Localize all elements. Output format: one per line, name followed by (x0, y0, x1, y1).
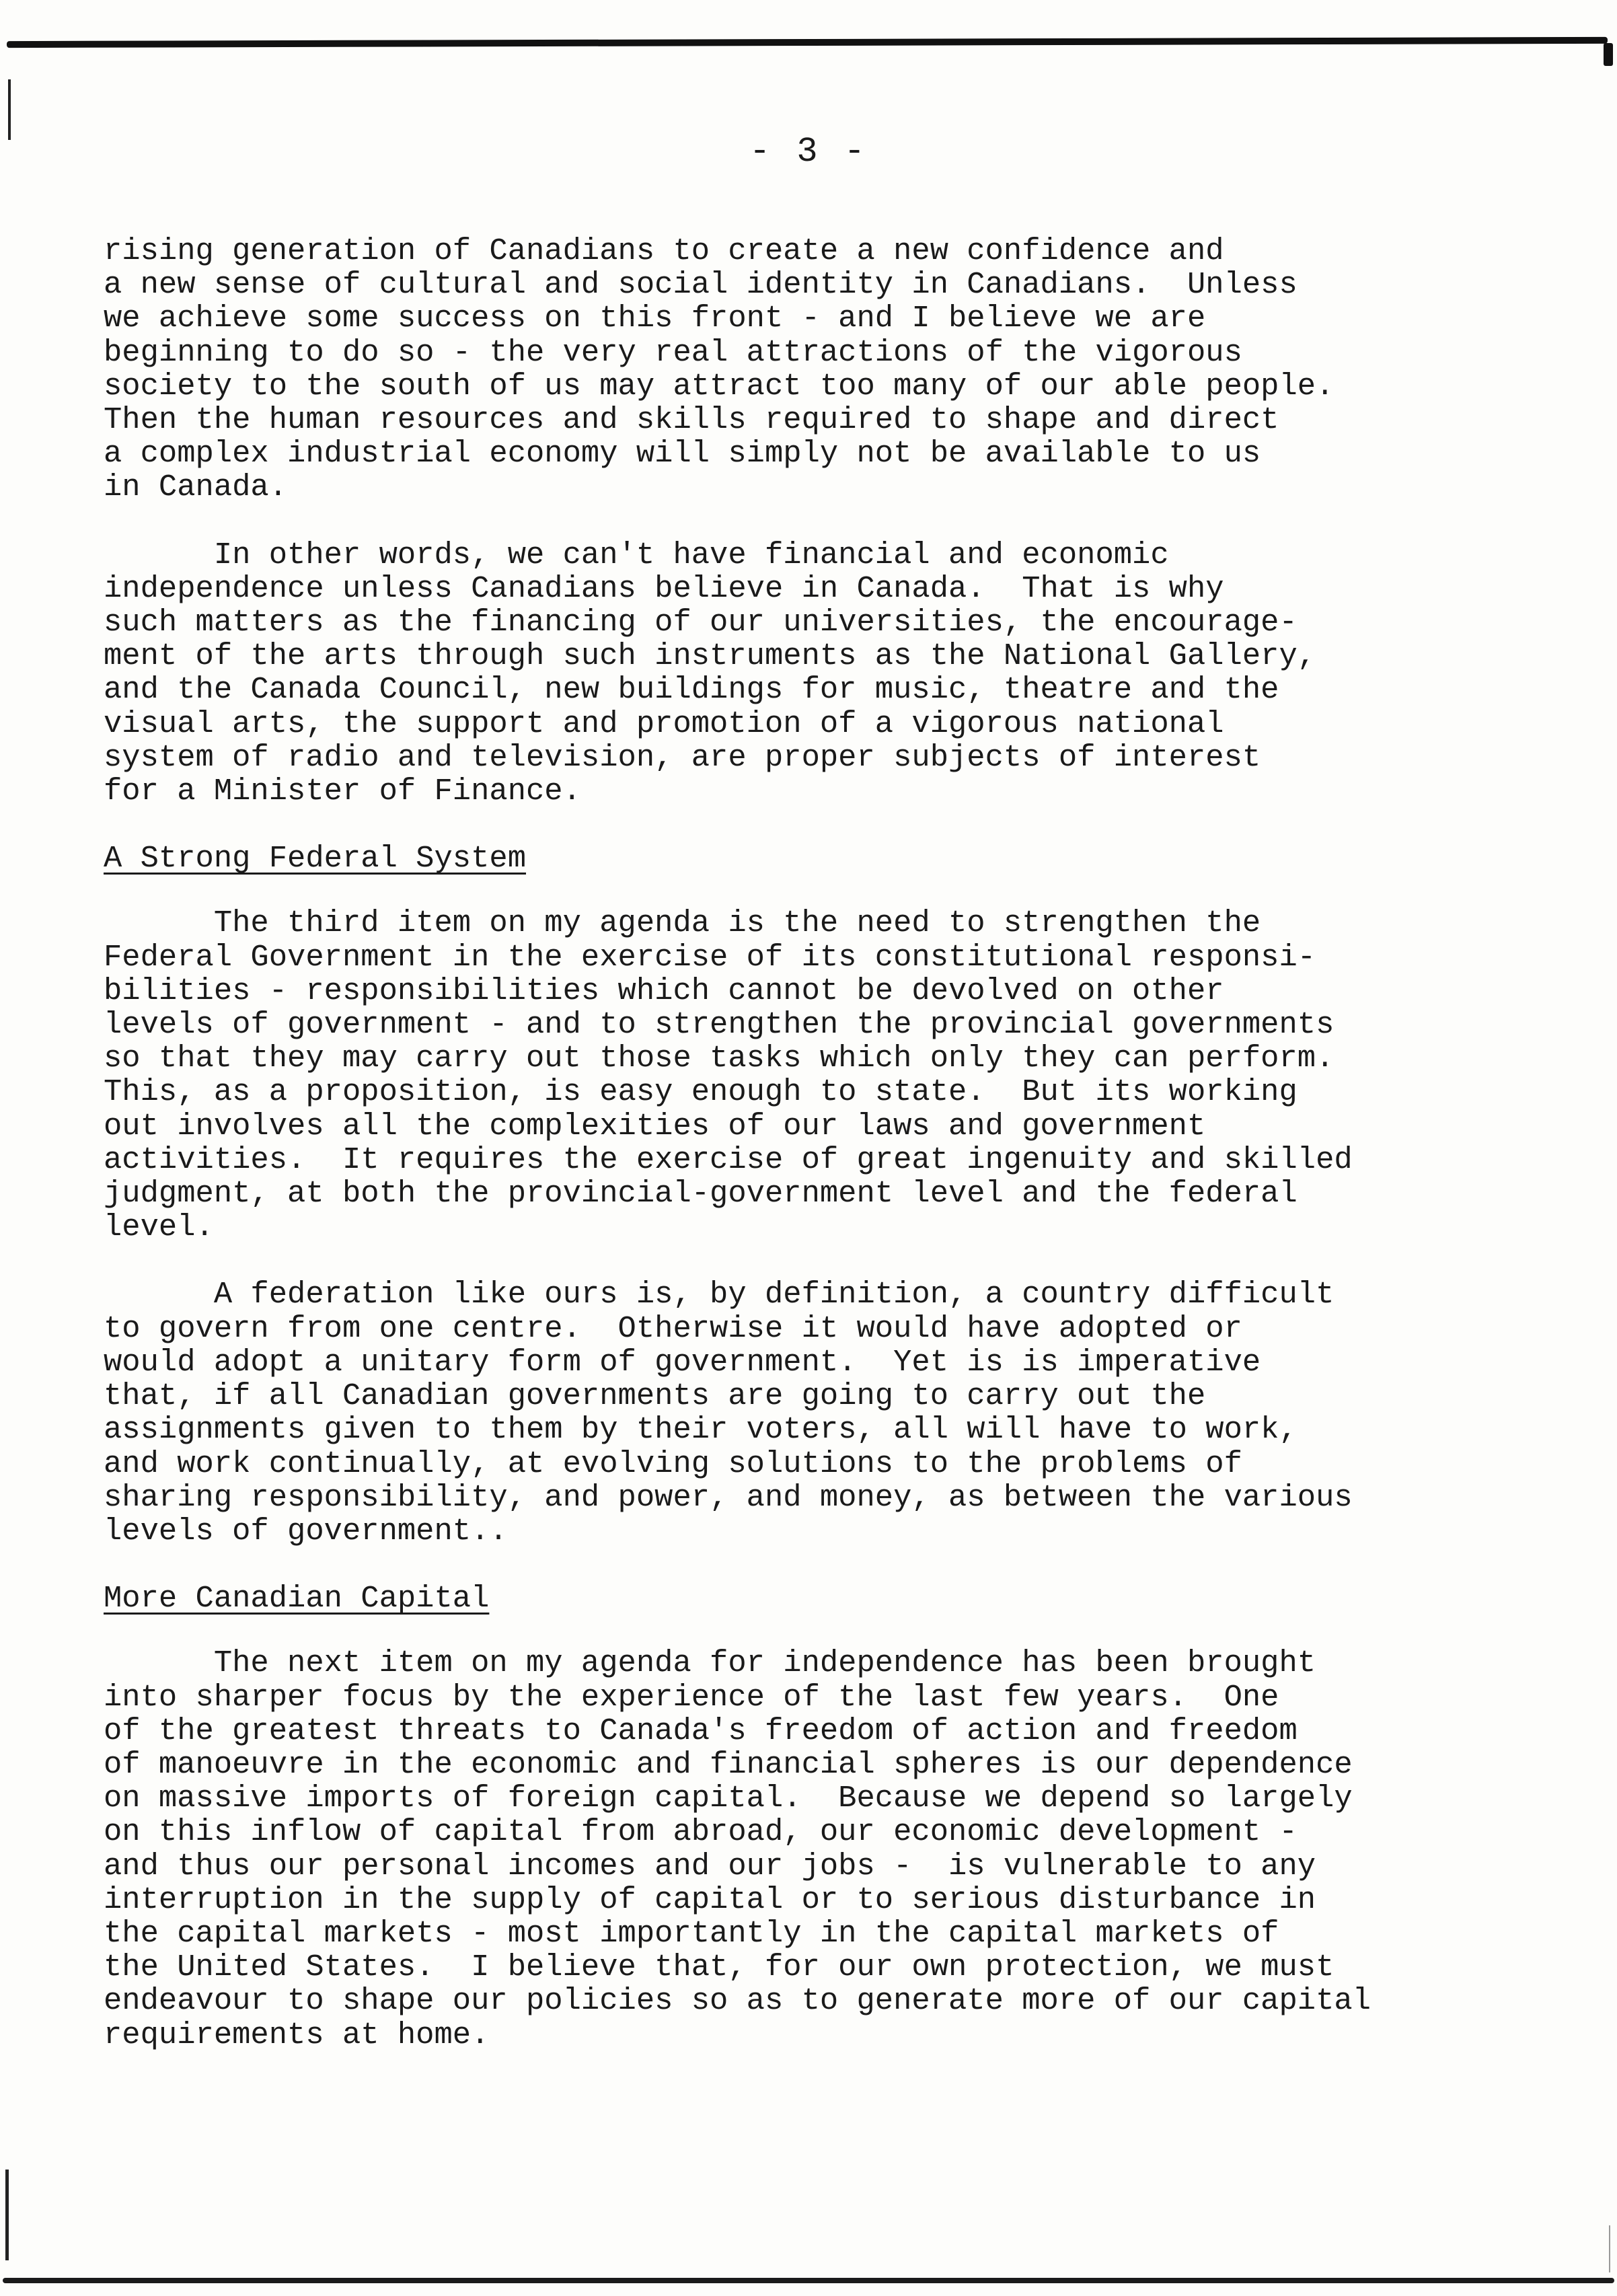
text-line: rising generation of Canadians to create a new confidence and (104, 233, 1224, 268)
text-line: of the greatest threats to Canada's freedom of action and freedom (104, 1713, 1298, 1748)
text-line: visual arts, the support and promotion of a vigorous national (104, 706, 1224, 741)
text-line: and work continually, at evolving solutions to the problems of (104, 1446, 1242, 1481)
scan-edge-bottom (3, 2278, 1614, 2283)
text-line: judgment, at both the provincial-government level and the federal (104, 1176, 1298, 1212)
scan-edge-top (7, 37, 1608, 48)
block-spacer (104, 1244, 1523, 1277)
text-line: independence unless Canadians believe in Canada. That is why (104, 570, 1224, 606)
text-line: would adopt a unitary form of government. Yet is is imperative (104, 1344, 1261, 1380)
text-line: the capital markets - most importantly in the capital markets of (104, 1915, 1279, 1951)
text-line: ment of the arts through such instruments as the National Gallery, (104, 638, 1316, 674)
section-heading-row (104, 842, 1523, 875)
text-line: such matters as the financing of our universities, the encourage- (104, 605, 1298, 640)
text-line: to govern from one centre. Otherwise it would have adopted or (104, 1310, 1242, 1346)
text-line: beginning to do so - the very real attractions of the vigorous (104, 334, 1242, 370)
text-line: interruption in the supply of capital or to serious disturbance in (104, 1882, 1316, 1917)
text-line: activities. It requires the exercise of great ingenuity and skilled (104, 1142, 1353, 1177)
scan-edge-left-top (8, 79, 11, 140)
text-line: so that they may carry out those tasks which only they can perform. (104, 1041, 1334, 1076)
text-line: the United States. I believe that, for our own protection, we must (104, 1950, 1334, 1985)
text-line: on this inflow of capital from abroad, our economic development - (104, 1814, 1298, 1850)
block-spacer (104, 808, 1523, 842)
scan-edge-left-bottom (5, 2170, 9, 2260)
text-line: assignments given to them by their voters, all will have to work, (104, 1412, 1298, 1448)
document-body (104, 234, 1523, 2052)
text-line: and thus our personal incomes and our jobs - is vulnerable to any (104, 1848, 1316, 1884)
section-heading: A Strong Federal System (104, 841, 527, 877)
text-line: This, as a proposition, is easy enough to state. But its working (104, 1074, 1298, 1110)
block-spacer (104, 1615, 1523, 1646)
text-line: A federation like ours is, by definition, a country difficult (104, 1277, 1334, 1312)
text-line: level. (104, 1210, 214, 1245)
paragraph (104, 538, 1523, 809)
text-line: of manoeuvre in the economic and financial spheres is our dependence (104, 1746, 1353, 1782)
text-line: society to the south of us may attract too many of our able people. (104, 368, 1334, 404)
block-spacer (104, 505, 1523, 538)
text-line: Then the human resources and skills required to shape and direct (104, 402, 1279, 438)
text-line: and the Canada Council, new buildings for music, theatre and the (104, 672, 1279, 708)
text-line: levels of government.. (104, 1513, 508, 1549)
page-number: - 3 - (749, 132, 868, 172)
text-line: a new sense of cultural and social identity in Canadians. Unless (104, 267, 1298, 303)
text-line: for a Minister of Finance. (104, 774, 581, 809)
block-spacer (104, 1548, 1523, 1582)
text-line: on massive imports of foreign capital. Because we depend so largely (104, 1781, 1353, 1816)
text-line: The third item on my agenda is the need to strengthen the (104, 905, 1261, 941)
text-line: The next item on my agenda for independence has been brought (104, 1645, 1316, 1681)
text-line: requirements at home. (104, 2017, 490, 2052)
block-spacer (104, 875, 1523, 906)
section-heading: More Canadian Capital (104, 1581, 490, 1617)
paragraph (104, 906, 1523, 1244)
text-line: a complex industrial economy will simply not be available to us (104, 436, 1261, 472)
scan-edge-top-right (1604, 43, 1613, 66)
text-line: sharing responsibility, and power, and money, as between the various (104, 1479, 1353, 1515)
text-line: endeavour to shape our policies so as to generate more of our capital (104, 1983, 1371, 2019)
text-line: levels of government - and to strengthen the provincial governments (104, 1007, 1334, 1043)
text-line: bilities - responsibilities which cannot be devolved on other (104, 973, 1224, 1008)
section-heading-row (104, 1582, 1523, 1615)
paragraph (104, 234, 1523, 505)
text-line: out involves all the complexities of our laws and government (104, 1108, 1206, 1144)
text-line: system of radio and television, are proper subjects of interest (104, 739, 1261, 775)
text-line: In other words, we can't have financial and economic (104, 537, 1169, 572)
text-line: in Canada. (104, 470, 288, 505)
text-line: Federal Government in the exercise of its constitutional responsi- (104, 939, 1316, 975)
paragraph (104, 1277, 1523, 1548)
text-line: that, if all Canadian governments are going to carry out the (104, 1378, 1206, 1414)
paragraph (104, 1646, 1523, 2051)
text-line: we achieve some success on this front - and I believe we are (104, 301, 1206, 336)
text-line: into sharper focus by the experience of the last few years. One (104, 1679, 1279, 1715)
scan-edge-right-bottom (1609, 2225, 1610, 2272)
